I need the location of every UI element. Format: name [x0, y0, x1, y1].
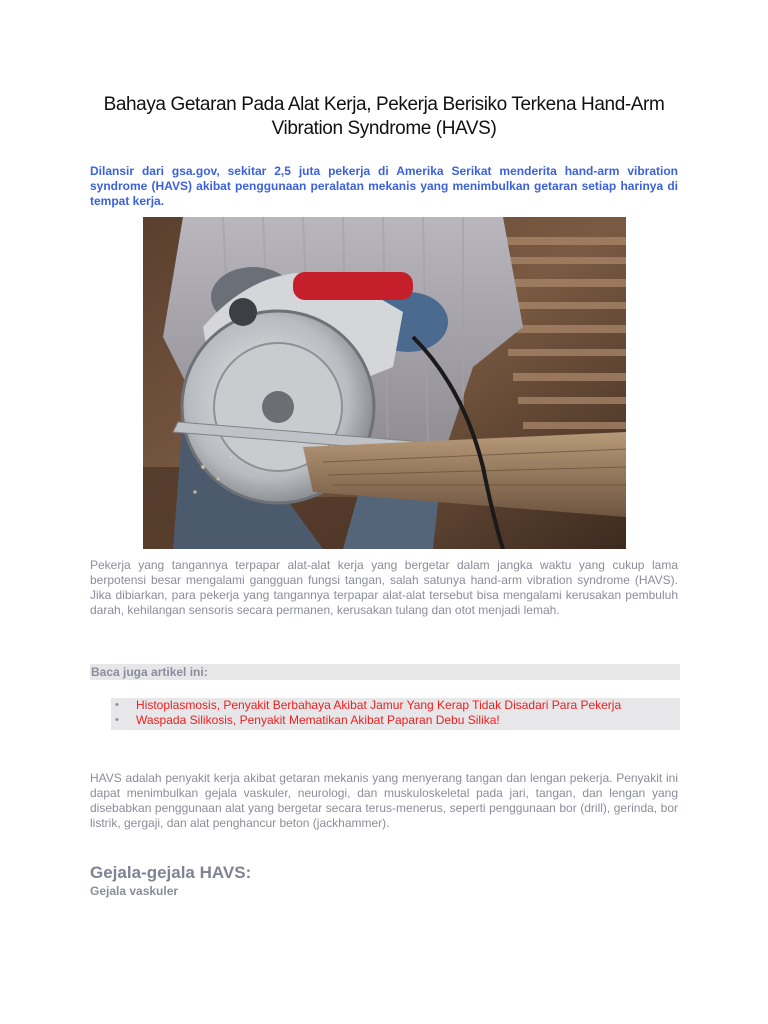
list-item — [111, 698, 680, 713]
paragraph-havs-definition: HAVS adalah penyakit kerja akibat getaran mekanis yang menyerang tangan dan lengan pekerja. Penyakit ini dapat menimbulkan gejala vaskuler, neurologi, dan muskuloskeletal pada jari, tangan, dan lengan yang disebabkan penggunaan alat yang bergetar secara terus-menerus, seperti penggunaan bor (drill), gerinda, bor listrik, gergaji, dan alat penghancur beton (jackhammer). — [90, 771, 678, 830]
paragraph-intro: Pekerja yang tangannya terpapar alat-alat kerja yang bergetar dalam jangka waktu yang cukup lama berpotensi besar mengalami gangguan fungsi tangan, salah satunya hand-arm vibration syndrome (HAVS). Jika dibiarkan, para pekerja yang tangannya terpapar alat-alat tersebut bisa mengalami kerusakan pembuluh darah, kehilangan sensoris secara permanen, kerusakan tulang dan otot menjadi lemah. — [90, 558, 678, 617]
subsection-heading-vascular: Gejala vaskuler — [90, 884, 179, 898]
related-links-list — [111, 698, 680, 730]
read-also-label: Baca juga artikel ini: — [91, 665, 208, 679]
article-title: Bahaya Getaran Pada Alat Kerja, Pekerja Berisiko Terkena Hand-Arm Vibration Syndrome (HAVS) — [103, 94, 665, 139]
bullet-icon: • — [115, 714, 119, 726]
circular-saw-photo — [143, 217, 626, 549]
read-also-box — [90, 664, 680, 680]
list-item — [111, 713, 680, 728]
related-link-histoplasmosis[interactable]: Histoplasmosis, Penyakit Berbahaya Akibat Jamur Yang Kerap Tidak Disadari Para Pekerja — [136, 698, 622, 712]
section-heading-symptoms: Gejala-gejala HAVS: — [90, 863, 252, 882]
related-link-silikosis[interactable]: Waspada Silikosis, Penyakit Mematikan Akibat Paparan Debu Silika! — [136, 713, 500, 727]
bullet-icon: • — [115, 699, 119, 711]
article-lead: Dilansir dari gsa.gov, sekitar 2,5 juta pekerja di Amerika Serikat menderita hand-arm vibration syndrome (HAVS) akibat penggunaan peralatan mekanis yang menimbulkan getaran setiap harinya di tempat kerja. — [90, 164, 678, 208]
